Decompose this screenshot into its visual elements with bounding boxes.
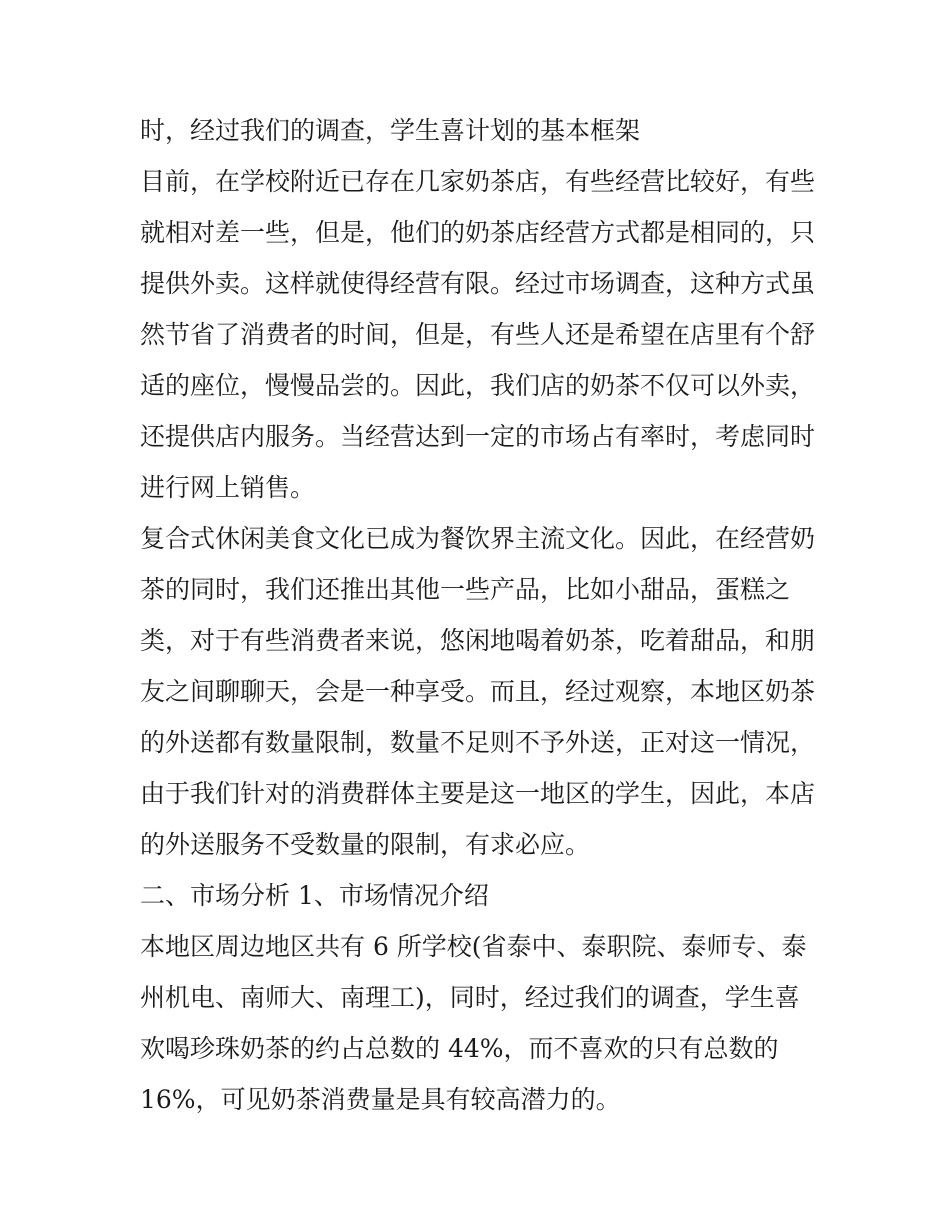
text-line: 提供外卖。这样就使得经营有限。经过市场调查，这种方式虽 <box>140 269 816 298</box>
text-line: 茶的同时，我们还推出其他一些产品，比如小甜品，蛋糕之 <box>140 575 791 604</box>
text-line: 16%，可见奶茶消费量是具有较高潜力的。 <box>140 1085 621 1114</box>
text-line: 然节省了消费者的时间，但是，有些人还是希望在店里有个舒 <box>140 320 816 349</box>
text-line: 时，经过我们的调查，学生喜计划的基本框架 <box>140 116 641 145</box>
text-line: 州机电、南师大、南理工)，同时，经过我们的调查，学生喜 <box>140 983 800 1012</box>
text-line: 的外送都有数量限制，数量不足则不予外送，正对这一情况， <box>140 728 816 757</box>
text-line: 目前，在学校附近已存在几家奶茶店，有些经营比较好，有些 <box>140 167 816 196</box>
text-line: 由于我们针对的消费群体主要是这一地区的学生，因此，本店 <box>140 779 816 808</box>
text-line: 类，对于有些消费者来说，悠闲地喝着奶茶，吃着甜品，和朋 <box>140 626 816 655</box>
section-heading: 二、市场分析 1、市场情况介绍 <box>140 881 489 910</box>
text-line: 适的座位，慢慢品尝的。因此，我们店的奶茶不仅可以外卖， <box>140 371 816 400</box>
text-line: 就相对差一些，但是，他们的奶茶店经营方式都是相同的，只 <box>140 218 816 247</box>
document-body <box>140 105 820 1125</box>
text-line: 的外送服务不受数量的限制，有求必应。 <box>140 830 591 859</box>
text-line: 本地区周边地区共有 6 所学校(省泰中、泰职院、泰师专、泰 <box>140 932 807 961</box>
text-line: 进行网上销售。 <box>140 473 316 502</box>
text-line: 复合式休闲美食文化已成为餐饮界主流文化。因此，在经营奶 <box>140 524 816 553</box>
text-line: 欢喝珍珠奶茶的约占总数的 44%，而不喜欢的只有总数的 <box>140 1034 779 1063</box>
text-line: 友之间聊聊天，会是一种享受。而且，经过观察，本地区奶茶 <box>140 677 816 706</box>
text-line: 还提供店内服务。当经营达到一定的市场占有率时，考虑同时 <box>140 422 816 451</box>
